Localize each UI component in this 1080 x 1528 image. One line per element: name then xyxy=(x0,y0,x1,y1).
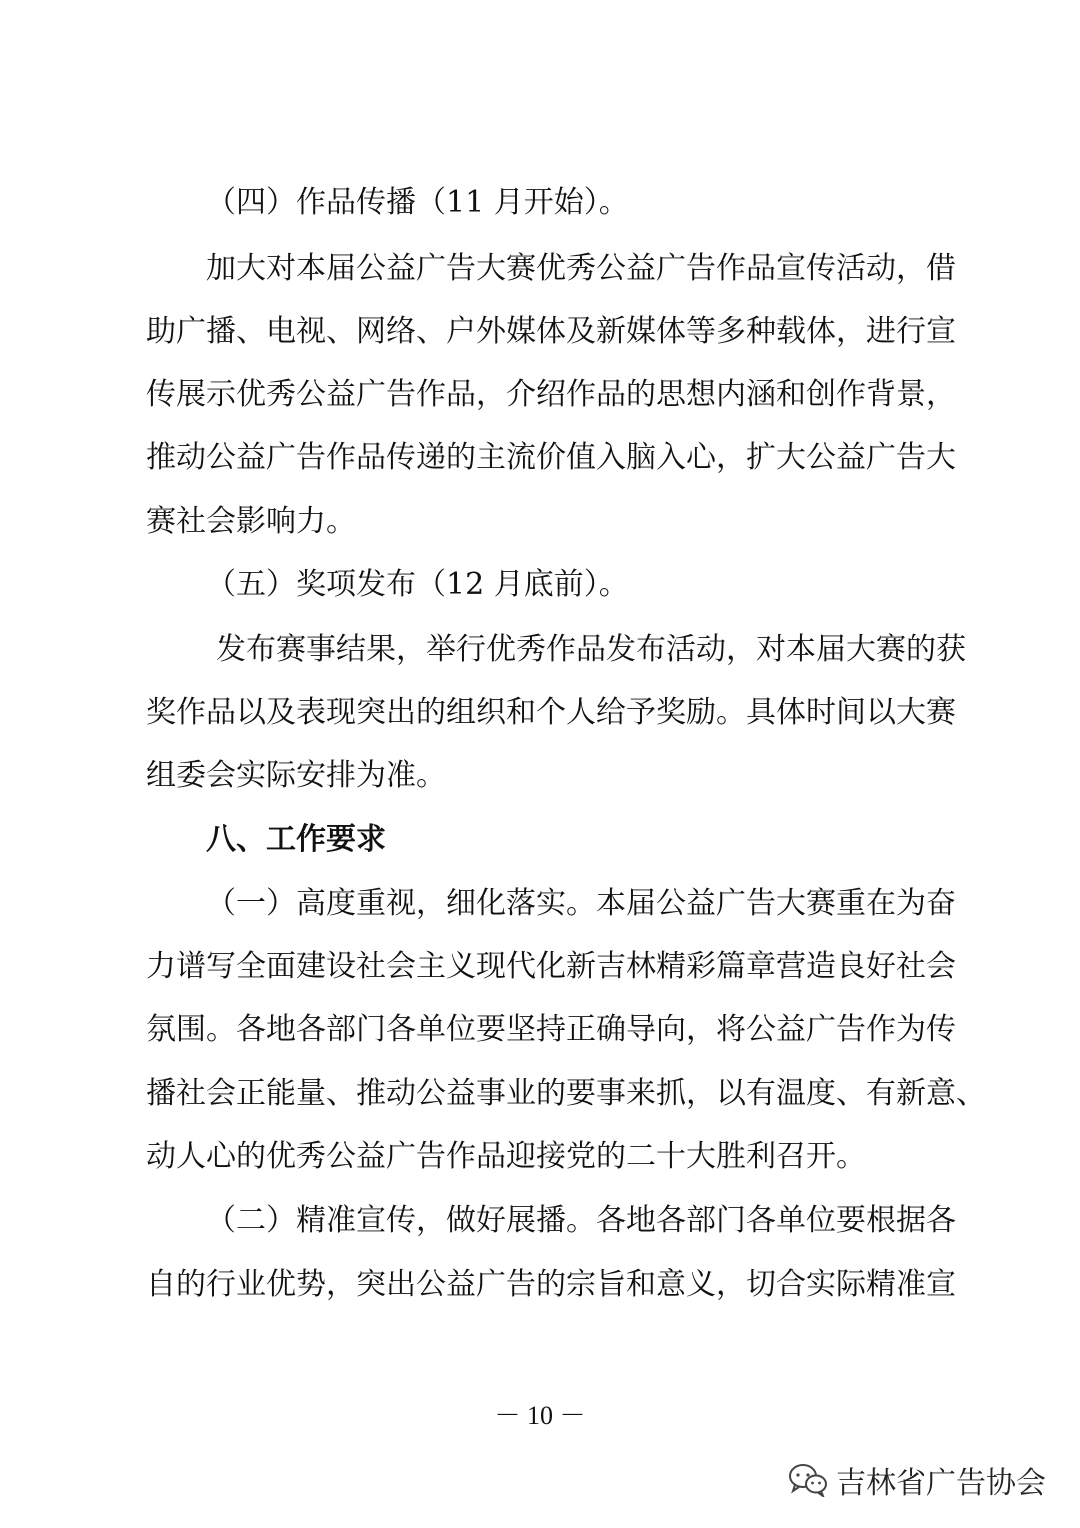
paragraph-line: 加大对本届公益广告大赛优秀公益广告作品宣传活动，借 xyxy=(206,251,956,286)
paragraph-line: 播社会正能量、推动公益事业的要事来抓，以有温度、有新意、 xyxy=(146,1076,986,1111)
page-number: － 10 － xyxy=(494,1401,586,1430)
section-heading-4: （四）作品传播（11 月开始）。 xyxy=(206,185,629,220)
chapter-heading: 八、工作要求 xyxy=(206,822,386,857)
watermark-label: 吉林省广告协会 xyxy=(836,1466,1046,1501)
paragraph-line: 力谱写全面建设社会主义现代化新吉林精彩篇章营造良好社会 xyxy=(146,949,956,984)
section-heading-5: （五）奖项发布（12 月底前）。 xyxy=(206,567,629,602)
paragraph-line: 组委会实际安排为准。 xyxy=(146,758,446,793)
wechat-icon xyxy=(788,1463,828,1497)
paragraph-line: 赛社会影响力。 xyxy=(146,504,356,539)
watermark xyxy=(788,1458,1046,1502)
paragraph-line: 自的行业优势，突出公益广告的宗旨和意义，切合实际精准宣 xyxy=(146,1267,956,1302)
paragraph-line: 助广播、电视、网络、户外媒体及新媒体等多种载体，进行宣 xyxy=(146,314,956,349)
paragraph-line: 动人心的优秀公益广告作品迎接党的二十大胜利召开。 xyxy=(146,1139,866,1174)
paragraph-line: 奖作品以及表现突出的组织和个人给予奖励。具体时间以大赛 xyxy=(146,695,956,730)
paragraph-line: （一）高度重视，细化落实。本届公益广告大赛重在为奋 xyxy=(206,886,956,921)
paragraph-line: （二）精准宣传，做好展播。各地各部门各单位要根据各 xyxy=(206,1203,956,1238)
paragraph-line: 发布赛事结果，举行优秀作品发布活动，对本届大赛的获 xyxy=(216,632,966,667)
paragraph-line: 传展示优秀公益广告作品，介绍作品的思想内涵和创作背景， xyxy=(146,377,956,412)
paragraph-line: 推动公益广告作品传递的主流价值入脑入心，扩大公益广告大 xyxy=(146,440,956,475)
paragraph-line: 氛围。各地各部门各单位要坚持正确导向，将公益广告作为传 xyxy=(146,1012,956,1047)
